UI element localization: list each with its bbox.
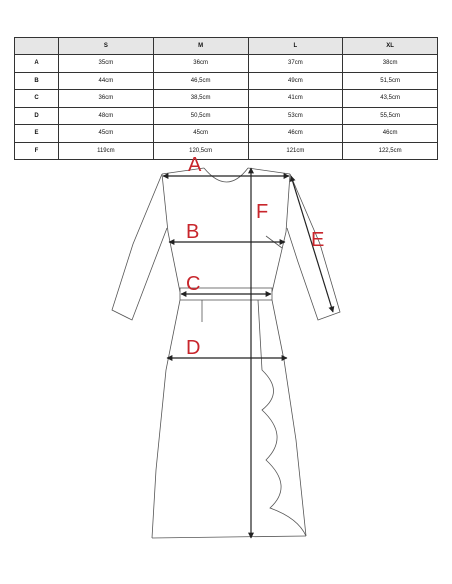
dress-measurement-diagram — [100, 148, 360, 548]
table-cell: 44cm — [59, 72, 154, 90]
label-a: A — [188, 154, 202, 176]
size-table-body — [15, 55, 438, 160]
table-cell: 36cm — [153, 55, 248, 73]
table-cell: 121cm — [248, 142, 343, 160]
table-row — [15, 72, 438, 90]
label-b: B — [186, 221, 200, 243]
row-label: C — [15, 90, 59, 108]
size-table-header — [15, 38, 438, 55]
table-cell: 36cm — [59, 90, 154, 108]
header-cell-l: L — [248, 38, 343, 55]
table-cell: 51,5cm — [343, 72, 438, 90]
table-row — [15, 55, 438, 73]
table-cell: 46cm — [343, 125, 438, 143]
table-cell: 37cm — [248, 55, 343, 73]
table-row — [15, 125, 438, 143]
header-row — [15, 38, 438, 55]
label-d: D — [186, 337, 201, 359]
header-cell-m: M — [153, 38, 248, 55]
label-f: F — [256, 201, 269, 223]
skirt-hem — [152, 536, 306, 538]
label-e: E — [311, 229, 325, 251]
row-label: E — [15, 125, 59, 143]
row-label: A — [15, 55, 59, 73]
label-c: C — [186, 273, 201, 295]
table-cell: 45cm — [153, 125, 248, 143]
header-cell-xl: XL — [343, 38, 438, 55]
table-cell: 122,5cm — [343, 142, 438, 160]
table-cell: 49cm — [248, 72, 343, 90]
neckline — [204, 168, 248, 182]
table-cell: 55,5cm — [343, 107, 438, 125]
header-cell-s: S — [59, 38, 154, 55]
size-chart-table — [14, 37, 438, 160]
row-label: D — [15, 107, 59, 125]
ruffle — [258, 300, 306, 536]
row-label: F — [15, 142, 59, 160]
table-cell: 35cm — [59, 55, 154, 73]
table-cell: 45cm — [59, 125, 154, 143]
left-sleeve — [112, 174, 167, 320]
table-cell: 38,5cm — [153, 90, 248, 108]
table-cell: 41cm — [248, 90, 343, 108]
table-cell: 50,5cm — [153, 107, 248, 125]
table-cell: 53cm — [248, 107, 343, 125]
skirt-left-side — [152, 300, 180, 538]
header-cell-empty — [15, 38, 59, 55]
table-cell: 46,5cm — [153, 72, 248, 90]
table-cell: 119cm — [59, 142, 154, 160]
right-shoulder — [248, 168, 290, 174]
skirt-right-side — [272, 300, 306, 536]
table-row — [15, 90, 438, 108]
row-label: B — [15, 72, 59, 90]
table-cell: 38cm — [343, 55, 438, 73]
bodice-right-side — [272, 174, 290, 292]
table-cell: 43,5cm — [343, 90, 438, 108]
table-cell: 48cm — [59, 107, 154, 125]
table-cell: 46cm — [248, 125, 343, 143]
table-row — [15, 107, 438, 125]
table-cell: 120,5cm — [153, 142, 248, 160]
